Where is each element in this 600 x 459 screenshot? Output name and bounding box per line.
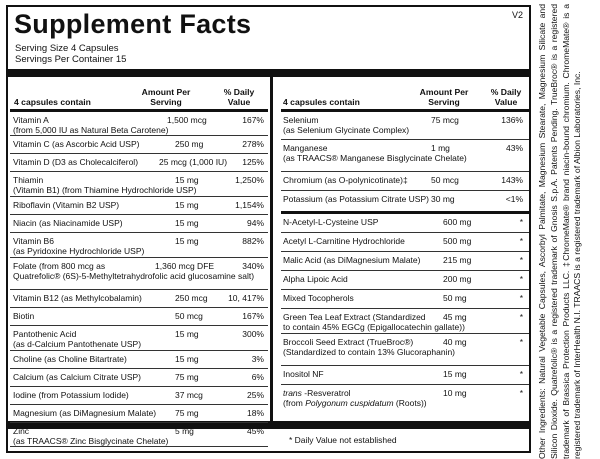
table-row bbox=[10, 423, 268, 447]
daily-value: * bbox=[519, 217, 523, 227]
amount-per-serving: 10 mg bbox=[443, 388, 467, 398]
panel-title: Supplement Facts bbox=[14, 9, 252, 39]
nutrient-name: N-Acetyl-L-Cysteine USP bbox=[283, 217, 379, 227]
amount-per-serving: 75 mcg bbox=[431, 115, 459, 125]
daily-value: 6% bbox=[251, 372, 264, 382]
contain-header: 4 capsules contain bbox=[14, 97, 91, 107]
left-nutrient-list bbox=[10, 112, 268, 447]
nutrient-source: (as d-Calcium Pantothenate USP) bbox=[13, 339, 142, 349]
right-ingredient-list bbox=[281, 214, 529, 414]
nutrient-name: Broccoli Seed Extract (TrueBroc®) bbox=[283, 337, 414, 347]
amount-per-serving: 50 mcg bbox=[175, 311, 203, 321]
nutrient-name: Vitamin B12 (as Methylcobalamin) bbox=[13, 293, 142, 303]
daily-value: * bbox=[519, 274, 523, 284]
table-row bbox=[10, 308, 268, 326]
table-row bbox=[10, 172, 268, 197]
daily-value: 10, 417% bbox=[228, 293, 264, 303]
nutrient-name: Zinc bbox=[13, 426, 30, 436]
nutrient-name: Selenium bbox=[283, 115, 319, 125]
table-row bbox=[10, 326, 268, 351]
daily-value: 882% bbox=[242, 236, 264, 246]
nutrient-name: trans -Resveratrol bbox=[283, 388, 351, 398]
nutrient-name: Malic Acid (as DiMagnesium Malate) bbox=[283, 255, 421, 265]
amount-per-serving: 15 mg bbox=[175, 175, 199, 185]
table-row bbox=[10, 136, 268, 154]
amount-header: Amount Per Serving bbox=[141, 87, 191, 107]
daily-value: 167% bbox=[242, 115, 264, 125]
amount-per-serving: 1 mg bbox=[431, 143, 450, 153]
nutrient-name: Vitamin C (as Ascorbic Acid USP) bbox=[13, 139, 140, 149]
table-row bbox=[281, 233, 529, 252]
supplement-facts-panel bbox=[6, 5, 531, 453]
nutrient-name: Niacin (as Niacinamide USP) bbox=[13, 218, 123, 228]
table-row bbox=[281, 271, 529, 290]
nutrient-source: (Vitamin B1) (from Thiamine Hydrochloride USP) bbox=[13, 185, 197, 195]
nutrient-source: to contain 45% EGCg (Epigallocatechin gallate)) bbox=[283, 322, 465, 332]
amount-per-serving: 5 mg bbox=[175, 426, 194, 436]
table-row bbox=[10, 387, 268, 405]
table-row bbox=[10, 290, 268, 308]
nutrient-name: Acetyl L-Carnitine Hydrochloride bbox=[283, 236, 405, 246]
table-row bbox=[10, 215, 268, 233]
nutrient-name: Inositol NF bbox=[283, 369, 324, 379]
nutrient-name: Calcium (as Calcium Citrate USP) bbox=[13, 372, 141, 382]
table-row bbox=[281, 172, 529, 191]
nutrient-name: Iodine (from Potassium Iodide) bbox=[13, 390, 129, 400]
right-column-header bbox=[281, 77, 529, 112]
nutrient-source: (from Polygonum cuspidatum (Roots)) bbox=[283, 398, 427, 408]
serving-size: Serving Size 4 Capsules bbox=[15, 43, 119, 54]
table-row bbox=[281, 334, 529, 366]
amount-per-serving: 15 mg bbox=[175, 329, 199, 339]
daily-value: 136% bbox=[501, 115, 523, 125]
nutrient-name: Folate (from 800 mcg as bbox=[13, 261, 106, 271]
table-row bbox=[281, 309, 529, 334]
daily-value: * bbox=[519, 312, 523, 322]
daily-value: <1% bbox=[505, 194, 523, 204]
daily-value: * bbox=[519, 369, 523, 379]
nutrient-name: Biotin bbox=[13, 311, 35, 321]
amount-per-serving: 500 mg bbox=[443, 236, 472, 246]
table-row bbox=[10, 351, 268, 369]
daily-value: * bbox=[519, 236, 523, 246]
amount-per-serving: 250 mcg bbox=[175, 293, 208, 303]
daily-value: 125% bbox=[242, 157, 264, 167]
table-row bbox=[10, 405, 268, 423]
amount-per-serving: 50 mg bbox=[443, 293, 467, 303]
daily-value-header: % Daily Value bbox=[223, 87, 255, 107]
daily-value-header: % Daily Value bbox=[490, 87, 522, 107]
contain-header: 4 capsules contain bbox=[283, 97, 360, 107]
amount-per-serving: 25 mcg (1,000 IU) bbox=[159, 157, 228, 167]
nutrient-name: Alpha Lipoic Acid bbox=[283, 274, 348, 284]
left-column bbox=[10, 77, 268, 447]
right-column bbox=[281, 77, 529, 414]
table-row bbox=[10, 112, 268, 136]
table-row bbox=[281, 252, 529, 271]
table-row bbox=[281, 366, 529, 385]
amount-per-serving: 215 mg bbox=[443, 255, 472, 265]
daily-value: 167% bbox=[242, 311, 264, 321]
amount-per-serving: 45 mg bbox=[443, 312, 467, 322]
daily-value: 94% bbox=[246, 218, 264, 228]
amount-per-serving: 15 mg bbox=[175, 354, 199, 364]
nutrient-name: Vitamin B6 bbox=[13, 236, 54, 246]
daily-value: 25% bbox=[246, 390, 264, 400]
amount-per-serving: 1,360 mcg DFE bbox=[155, 261, 215, 271]
nutrient-name: Mixed Tocopherols bbox=[283, 293, 354, 303]
daily-value: 143% bbox=[501, 175, 523, 185]
table-row bbox=[281, 385, 529, 414]
amount-header: Amount Per Serving bbox=[419, 87, 469, 107]
daily-value: * bbox=[519, 388, 523, 398]
other-ingredients-text: Other Ingredients: Natural Vegetable Capsules, Ascorbyl Palmitate, Magnesium Stearate, Magnesium Silicate and Silicon Dioxide. Quatrefolic® is a registered trademark of Gnosis S.p.A. Patents Pending. TrueBroc® is a registered trademark of Brassica Protection Products LLC. ‡ChromeMate® brand niacin-bound chromium. ChromeMate® is a registered trademark of InterHealth N.I. TRAACS is a registered trademark of Albion Laboratories, Inc. bbox=[537, 4, 583, 459]
column-divider bbox=[270, 77, 273, 421]
top-divider bbox=[8, 69, 529, 77]
daily-value: * bbox=[519, 255, 523, 265]
table-row bbox=[281, 140, 529, 172]
amount-per-serving: 40 mg bbox=[443, 337, 467, 347]
amount-per-serving: 30 mg bbox=[431, 194, 455, 204]
nutrient-name: Choline (as Choline Bitartrate) bbox=[13, 354, 127, 364]
amount-per-serving: 75 mg bbox=[175, 408, 199, 418]
table-row bbox=[281, 191, 529, 211]
nutrient-source: Quatrefolic® (6S)-5-Methyltetrahydrofolic acid glucosamine salt) bbox=[13, 271, 255, 281]
nutrient-source: (as Pyridoxine Hydrochloride USP) bbox=[13, 246, 145, 256]
daily-value: 300% bbox=[242, 329, 264, 339]
nutrient-source: (as TRAACS® Manganese Bisglycinate Chelate) bbox=[283, 153, 467, 163]
nutrient-name: Riboflavin (Vitamin B2 USP) bbox=[13, 200, 120, 210]
amount-per-serving: 15 mg bbox=[175, 218, 199, 228]
version-label: V2 bbox=[511, 10, 523, 20]
amount-per-serving: 15 mg bbox=[175, 236, 199, 246]
nutrient-name: Magnesium (as DiMagnesium Malate) bbox=[13, 408, 157, 418]
table-row bbox=[281, 290, 529, 309]
daily-value: * bbox=[519, 337, 523, 347]
daily-value: 340% bbox=[242, 261, 264, 271]
nutrient-name: Potassium (as Potassium Citrate USP) bbox=[283, 194, 429, 204]
daily-value: 3% bbox=[251, 354, 264, 364]
nutrient-name: Chromium (as O-polynicotinate)‡ bbox=[283, 175, 408, 185]
daily-value: 1,154% bbox=[235, 200, 264, 210]
nutrient-source: (as TRAACS® Zinc Bisglycinate Chelate) bbox=[13, 436, 169, 446]
nutrient-name: Vitamin D (D3 as Cholecalciferol) bbox=[13, 157, 139, 167]
table-row bbox=[10, 154, 268, 172]
daily-value: * bbox=[519, 293, 523, 303]
table-row bbox=[281, 112, 529, 140]
amount-per-serving: 250 mg bbox=[175, 139, 204, 149]
amount-per-serving: 15 mg bbox=[443, 369, 467, 379]
amount-per-serving: 15 mg bbox=[175, 200, 199, 210]
daily-value-footnote: * Daily Value not established bbox=[289, 435, 397, 445]
nutrient-source: (from 5,000 IU as Natural Beta Carotene) bbox=[13, 125, 169, 135]
nutrient-name: Manganese bbox=[283, 143, 328, 153]
amount-per-serving: 200 mg bbox=[443, 274, 472, 284]
nutrient-source: (as Selenium Glycinate Complex) bbox=[283, 125, 410, 135]
servings-per-container: Servings Per Container 15 bbox=[15, 54, 127, 65]
daily-value: 278% bbox=[242, 139, 264, 149]
table-row bbox=[281, 214, 529, 233]
daily-value: 43% bbox=[505, 143, 523, 153]
amount-per-serving: 50 mcg bbox=[431, 175, 459, 185]
daily-value: 18% bbox=[246, 408, 264, 418]
nutrient-name: Green Tea Leaf Extract (Standardized bbox=[283, 312, 426, 322]
amount-per-serving: 600 mg bbox=[443, 217, 472, 227]
table-row bbox=[10, 233, 268, 258]
amount-per-serving: 1,500 mcg bbox=[167, 115, 207, 125]
table-row bbox=[10, 258, 268, 290]
nutrient-name: Thiamin bbox=[13, 175, 44, 185]
left-column-header bbox=[10, 77, 268, 112]
amount-per-serving: 75 mg bbox=[175, 372, 199, 382]
nutrient-source: (Standardized to contain 13% Glucoraphanin) bbox=[283, 347, 455, 357]
amount-per-serving: 37 mcg bbox=[175, 390, 203, 400]
nutrient-name: Vitamin A bbox=[13, 115, 49, 125]
right-nutrient-list bbox=[281, 112, 529, 214]
daily-value: 1,250% bbox=[235, 175, 264, 185]
nutrient-name: Pantothenic Acid bbox=[13, 329, 77, 339]
daily-value: 45% bbox=[246, 426, 264, 436]
table-row bbox=[10, 197, 268, 215]
table-row bbox=[10, 369, 268, 387]
